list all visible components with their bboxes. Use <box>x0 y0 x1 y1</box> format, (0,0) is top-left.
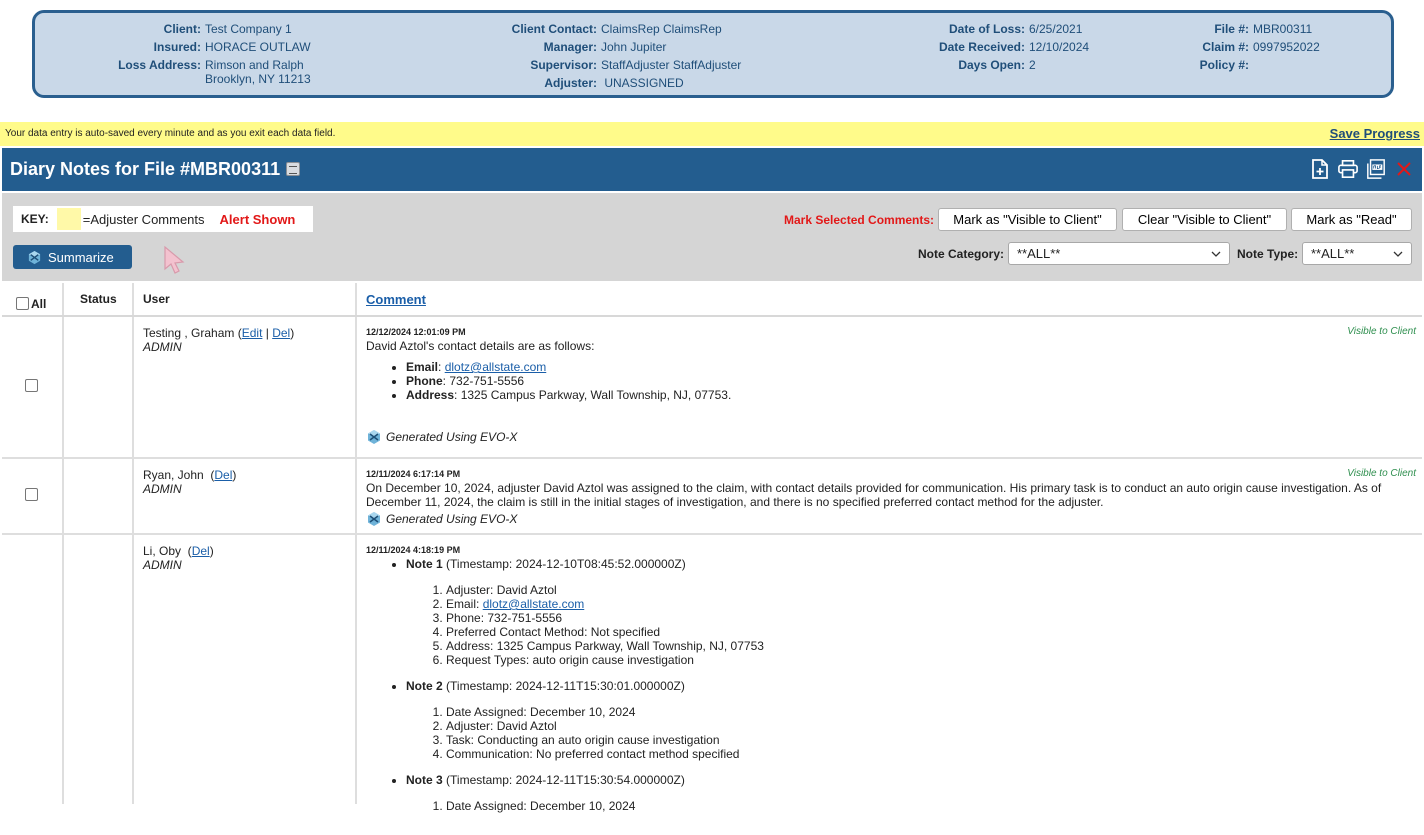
comment-sort-header[interactable]: Comment <box>366 292 426 307</box>
mark-visible-button[interactable]: Mark as "Visible to Client" <box>938 208 1117 231</box>
note-comment <box>366 325 1416 445</box>
clear-visible-button[interactable]: Clear "Visible to Client" <box>1122 208 1287 231</box>
notepad-icon[interactable] <box>286 162 300 176</box>
adjuster-color-swatch <box>57 208 81 230</box>
claim-col-contacts: Client Contact: ClaimsRep ClaimsRep Manager: John Jupiter Supervisor: StaffAdjuster StaffAdjuster Adjuster: UNASSIGNED <box>511 22 742 90</box>
claim-col-dates: Date of Loss: 6/25/2021 Date Received: 12/10/2024 Days Open: 2 <box>938 22 1090 72</box>
note-user: Li, Oby (Del) ADMIN <box>143 544 214 572</box>
list-item: • Note 3 (Timestamp: 2024-12-11T15:30:54.000000Z) 1. Date Assigned: December 10, 2024 <box>406 773 1416 813</box>
note-timestamp: 12/12/2024 12:01:09 PM <box>366 327 466 337</box>
claim-col-client: Client: Test Company 1 Insured: HORACE OUTLAW Loss Address: Rimson and Ralph Brooklyn, NY 11213 <box>118 22 311 86</box>
autosave-bar <box>0 122 1424 146</box>
claim-number-value: 0997952022 <box>1253 40 1320 54</box>
note-user: Testing , Graham (Edit | Del) ADMIN <box>143 326 295 354</box>
note-type-select[interactable]: **ALL** <box>1302 242 1412 265</box>
file-number-value: MBR00311 <box>1253 22 1313 36</box>
summarize-button[interactable]: Summarize <box>13 245 132 269</box>
pdf-icon[interactable] <box>1366 158 1386 180</box>
list-item: 3. Task: Conducting an auto origin cause investigation <box>446 733 1416 747</box>
edit-note-link[interactable]: Edit <box>241 326 263 340</box>
add-note-icon[interactable] <box>1310 158 1330 180</box>
claim-col-file: File #: MBR00311 Claim #: 0997952022 Policy #: <box>1199 22 1320 72</box>
email-link[interactable]: dlotz@allstate.com <box>482 597 585 611</box>
loss-address-line1: Rimson and Ralph <box>205 58 304 72</box>
days-open-value: 2 <box>1029 58 1036 72</box>
row-select-checkbox[interactable] <box>25 488 38 501</box>
select-all-header: All <box>16 292 46 315</box>
user-header: User <box>143 292 170 306</box>
delete-note-link[interactable]: Del <box>272 326 291 340</box>
chevron-down-icon <box>1393 251 1403 257</box>
save-progress-link[interactable]: Save Progress <box>1329 126 1420 141</box>
insured-value: HORACE OUTLAW <box>205 40 311 54</box>
list-item: • Note 2 (Timestamp: 2024-12-11T15:30:01.000000Z) 1. Date Assigned: December 10, 2024 2. Adjuster: David Aztol 3. Task: Conducting an auto origin cause investigation 4. Communication: No preferred contact method specified <box>406 679 1416 761</box>
note-user: Ryan, John (Del) ADMIN <box>143 468 237 496</box>
list-item: 4. Communication: No preferred contact method specified <box>446 747 1416 761</box>
note-type-label: Note Type: <box>1237 247 1299 261</box>
note-timestamp: 12/11/2024 6:17:14 PM <box>366 469 461 479</box>
list-item: • Address: 1325 Campus Parkway, Wall Township, NJ, 07753. <box>406 388 1416 402</box>
manager-value: John Jupiter <box>601 40 667 54</box>
select-all-checkbox[interactable] <box>16 297 29 310</box>
note-details-list <box>406 705 1416 761</box>
note-details-list <box>406 799 1416 813</box>
legend-key: KEY: =Adjuster Comments Alert Shown <box>13 206 313 232</box>
list-item: • Email: dlotz@allstate.com <box>406 360 1416 374</box>
note-details-list <box>406 583 1416 667</box>
evox-icon <box>366 511 382 527</box>
close-icon[interactable] <box>1394 158 1414 180</box>
user-role: ADMIN <box>143 482 182 496</box>
diary-title-bar <box>2 148 1422 191</box>
list-item: 5. Address: 1325 Campus Parkway, Wall Township, NJ, 07753 <box>446 639 1416 653</box>
user-role: ADMIN <box>143 558 182 572</box>
client-value: Test Company 1 <box>205 22 292 36</box>
list-item: 1. Adjuster: David Aztol <box>446 583 1416 597</box>
date-of-loss-value: 6/25/2021 <box>1029 22 1083 36</box>
diary-toolbar <box>2 193 1422 281</box>
page-title: Diary Notes for File #MBR00311 <box>10 159 300 180</box>
table-row <box>2 459 1422 535</box>
adjuster-value: UNASSIGNED <box>601 76 684 90</box>
visible-to-client-badge: Visible to Client <box>1347 468 1416 479</box>
diary-notes-table <box>2 283 1422 813</box>
note-intro: David Aztol's contact details are as follows: <box>366 339 595 353</box>
print-icon[interactable] <box>1338 158 1358 180</box>
note-comment <box>366 543 1416 825</box>
claim-summary-card <box>32 10 1394 98</box>
generated-by: Generated Using EVO-X <box>366 511 1416 527</box>
list-item: 1. Date Assigned: December 10, 2024 <box>446 705 1416 719</box>
list-item: • Note 1 (Timestamp: 2024-12-10T08:45:52.000000Z) 1. Adjuster: David Aztol 2. Email: dlotz@allstate.com 3. Phone: 732-751-5556 4. Preferred Contact Method: Not specified 5. Address: 1325 Campus Parkway, Wall Township, NJ, 07753 6. Request Types: auto origin cause investigation <box>406 557 1416 667</box>
evox-icon <box>27 250 42 265</box>
notes-list <box>366 557 1416 813</box>
mark-selected-label: Mark Selected Comments: <box>784 213 935 227</box>
list-item: 2. Email: dlotz@allstate.com <box>446 597 1416 611</box>
table-row <box>2 535 1422 835</box>
loss-address-line2: Brooklyn, NY 11213 <box>205 72 311 86</box>
client-contact-value: ClaimsRep ClaimsRep <box>601 22 722 36</box>
note-comment <box>366 467 1416 527</box>
table-header <box>2 283 1422 317</box>
list-item: 3. Phone: 732-751-5556 <box>446 611 1416 625</box>
delete-note-link[interactable]: Del <box>214 468 233 482</box>
row-select-checkbox[interactable] <box>25 379 38 392</box>
visible-to-client-badge: Visible to Client <box>1347 326 1416 337</box>
adjuster-comments-key: =Adjuster Comments <box>82 211 205 227</box>
date-received-value: 12/10/2024 <box>1029 40 1090 54</box>
list-item: 6. Request Types: auto origin cause investigation <box>446 653 1416 667</box>
list-item: 1. Date Assigned: December 10, 2024 <box>446 799 1416 813</box>
mouse-cursor-icon <box>162 245 186 277</box>
list-item: 2. Adjuster: David Aztol <box>446 719 1416 733</box>
email-link[interactable]: dlotz@allstate.com <box>444 360 547 374</box>
note-body: On December 10, 2024, adjuster David Aztol was assigned to the claim, with contact details provided for communication. His primary task is to conduct an auto origin cause investigation. As of December 11, 2024, the claim is still in the initial stages of investigation, and there is no specified preferred contact method for the adjuster. <box>366 481 1382 509</box>
note-timestamp: 12/11/2024 4:18:19 PM <box>366 545 461 555</box>
list-item: 4. Preferred Contact Method: Not specified <box>446 625 1416 639</box>
evox-icon <box>366 429 382 445</box>
status-header: Status <box>80 292 117 306</box>
mark-read-button[interactable]: Mark as "Read" <box>1291 208 1412 231</box>
supervisor-value: StaffAdjuster StaffAdjuster <box>601 58 742 72</box>
note-category-label: Note Category: <box>918 247 1005 261</box>
delete-note-link[interactable]: Del <box>191 544 210 558</box>
list-item: • Phone: 732-751-5556 <box>406 374 1416 388</box>
note-category-select[interactable]: **ALL** <box>1008 242 1230 265</box>
user-role: ADMIN <box>143 340 182 354</box>
contact-details-list <box>366 360 1416 402</box>
chevron-down-icon <box>1211 251 1221 257</box>
alert-shown-key: Alert Shown <box>219 211 296 227</box>
title-actions <box>1310 158 1414 180</box>
autosave-message: Your data entry is auto-saved every minute and as you exit each data field. <box>5 128 336 139</box>
generated-by: Generated Using EVO-X <box>366 429 1416 445</box>
table-row <box>2 317 1422 459</box>
